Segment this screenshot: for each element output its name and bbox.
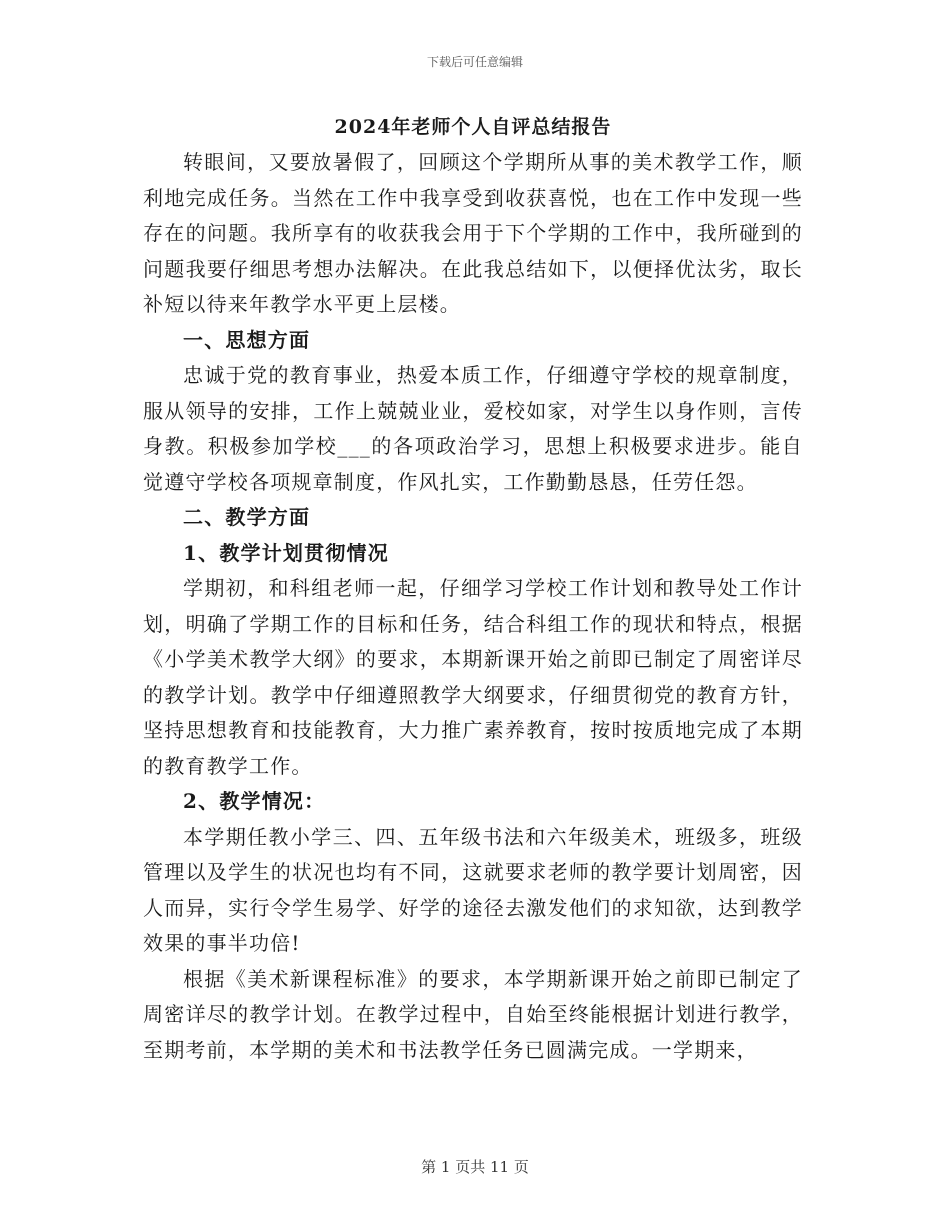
paragraph-curriculum: 根据《美术新课程标准》的要求，本学期新课开始之前即已制定了周密详尽的教学计划。在教学过程中，自始至终能根据计划进行教学，至期考前，本学期的美术和书法教学任务已圆满完成。一学期来， xyxy=(143,966,803,1062)
paragraph-plan: 学期初，和科组老师一起，仔细学习学校工作计划和教导处工作计划，明确了学期工作的目标和任务，结合科组工作的现状和特点，根据《小学美术教学大纲》的要求，本期新课开始之前即已制定了周密详尽的教学计划。教学中仔细遵照教学大纲要求，仔细贯彻党的教育方针，坚持思想教育和技能教育，大力推广素养教育，按时按质地完成了本期的教育教学工作。 xyxy=(143,576,803,778)
paragraph-ideology: 忠诚于党的教育事业，热爱本质工作，仔细遵守学校的规章制度，服从领导的安排，工作上兢兢业业，爱校如家，对学生以身作则，言传身教。积极参加学校___的各项政治学习，思想上积极要求进步。能自觉遵守学校各项规章制度，作风扎实，工作勤勤恳恳，任劳任怨。 xyxy=(143,363,803,494)
section-heading-teaching: 二、教学方面 xyxy=(183,505,311,529)
subsection-heading-plan: 1、教学计划贯彻情况 xyxy=(183,540,389,565)
paragraph-situation: 本学期任教小学三、四、五年级书法和六年级美术，班级多，班级管理以及学生的状况也均有不同，这就要求老师的教学要计划周密，因人而异，实行令学生易学、好学的途径去激发他们的求知欲，达到教学效果的事半功倍! xyxy=(143,824,803,955)
subsection-heading-situation: 2、教学情况： xyxy=(183,789,326,813)
document-body xyxy=(143,111,803,1068)
page-number: 第 1 页共 11 页 xyxy=(421,1158,529,1176)
document-title: 2024年老师个人自评总结报告 xyxy=(334,116,612,138)
section-heading-ideology: 一、思想方面 xyxy=(183,327,311,352)
paragraph-intro: 转眼间，又要放暑假了，回顾这个学期所从事的美术教学工作，顺利地完成任务。当然在工作中我享受到收获喜悦，也在工作中发现一些存在的问题。我所享有的收获我会用于下个学期的工作中，我所碰到的问题我要仔细思考想办法解决。在此我总结如下，以便择优汰劣，取长补短以待来年教学水平更上层楼。 xyxy=(143,150,803,316)
header-note: 下载后可任意编辑 xyxy=(426,55,523,69)
